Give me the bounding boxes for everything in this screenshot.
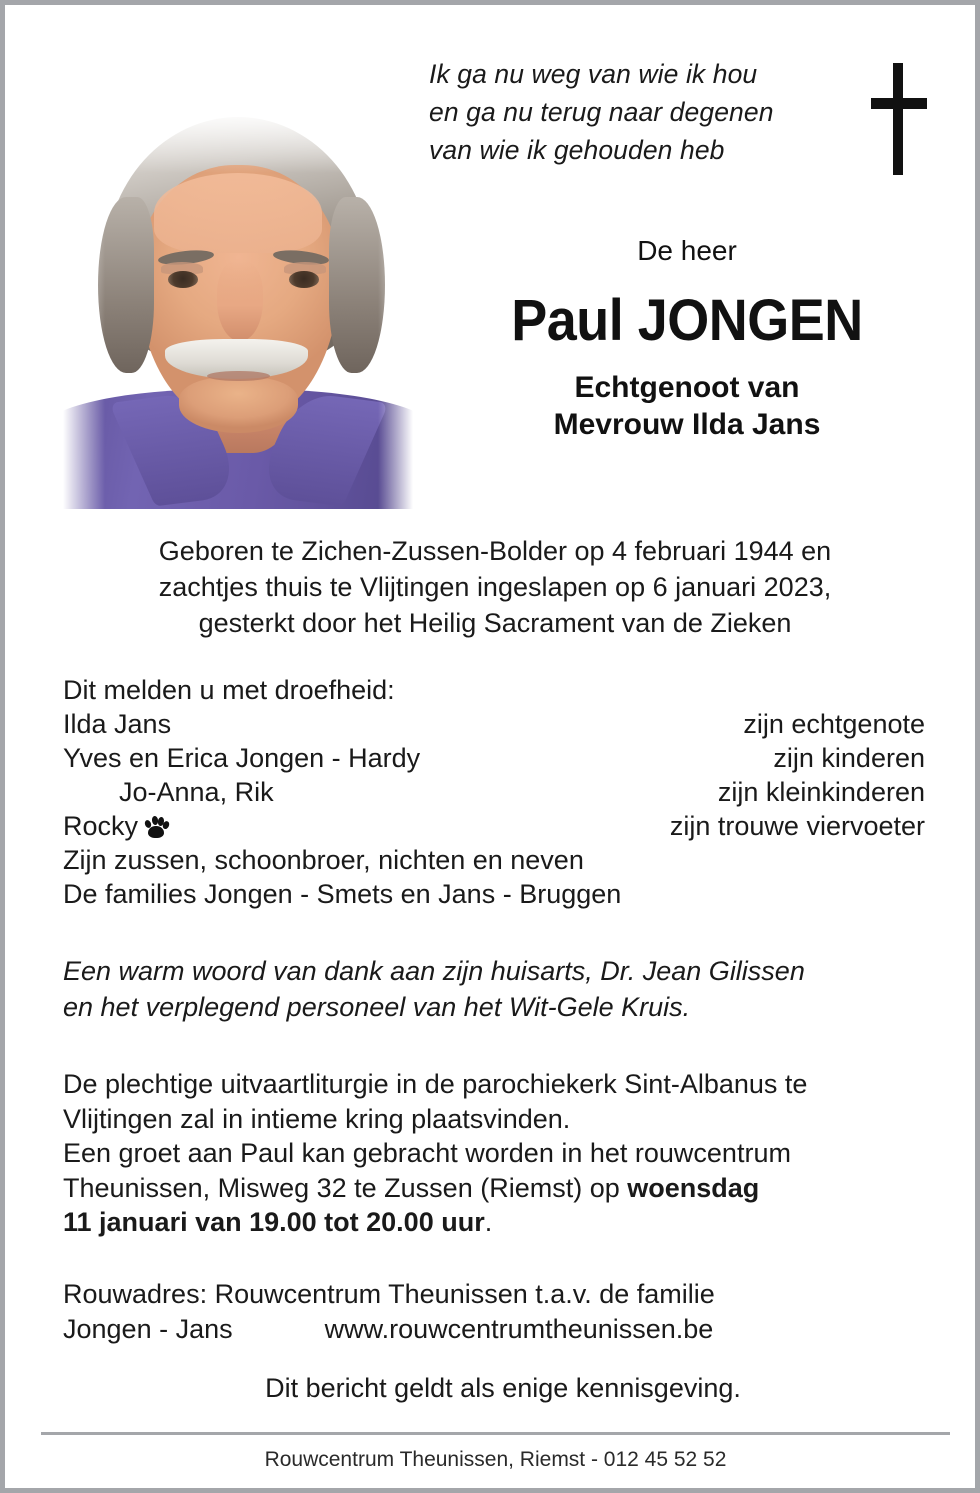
survivor-name: Jo-Anna, Rik <box>119 777 274 807</box>
mourning-address-line-1: Rouwadres: Rouwcentrum Theunissen t.a.v. de familie <box>63 1279 715 1309</box>
service-line-5 <box>63 1205 943 1240</box>
latin-cross-icon <box>871 63 927 175</box>
service-visit-day: woensdag <box>627 1172 760 1203</box>
thanks-line-2: en het verplegend personeel van het Wit-Gele Kruis. <box>63 992 691 1022</box>
survivor-row <box>63 707 925 741</box>
funeral-home-footer: Rouwcentrum Theunissen, Riemst - 012 45 52 52 <box>264 1448 727 1471</box>
portrait-fade-top <box>63 109 413 173</box>
service-line-1: De plechtige uitvaartliturgie in de parochiekerk Sint-Albanus te <box>63 1069 808 1099</box>
survivor-extra-row <box>63 843 925 877</box>
memorial-poem <box>429 55 849 169</box>
single-notice-text: Dit bericht geldt als enige kennisgeving. <box>265 1373 741 1403</box>
deceased-name: Paul JONGEN <box>511 288 863 353</box>
name-block <box>417 233 957 443</box>
survivor-name: Rocky <box>63 811 139 841</box>
survivors-list <box>63 673 925 911</box>
poem-line-2: en ga nu terug naar degenen <box>429 97 774 127</box>
survivor-extra-line: Zijn zussen, schoonbroer, nichten en neven <box>63 845 584 875</box>
spouse-line-1: Echtgenoot van <box>574 371 800 404</box>
birth-death-line-1: Geboren te Zichen-Zussen-Bolder op 4 februari 1944 en <box>158 536 832 566</box>
survivor-extra-line: De families Jongen - Smets en Jans - Bruggen <box>63 879 622 909</box>
survivor-row <box>63 741 925 775</box>
service-visit-time: 11 januari van 19.00 tot 20.00 uur <box>63 1207 485 1237</box>
poem-line-1: Ik ga nu weg van wie ik hou <box>429 59 758 89</box>
cross-vertical-bar <box>893 63 903 175</box>
service-visit-prefix: Theunissen, Misweg 32 te Zussen (Riemst) op <box>63 1172 628 1203</box>
survivor-name: Ilda Jans <box>63 709 172 739</box>
portrait-fade-left <box>63 109 105 509</box>
survivor-relation: zijn kinderen <box>773 743 925 773</box>
thanks-message <box>63 953 943 1025</box>
website-link[interactable]: www.rouwcentrumtheunissen.be <box>324 1313 714 1344</box>
service-visit-suffix: . <box>484 1207 493 1237</box>
spouse-line-2: Mevrouw Ilda Jans <box>553 408 821 441</box>
service-details <box>63 1067 943 1240</box>
poem-line-3: van wie ik gehouden heb <box>429 135 725 165</box>
survivor-name: Yves en Erica Jongen - Hardy <box>63 743 421 773</box>
survivor-row <box>63 809 925 843</box>
survivor-relation: zijn echtgenote <box>743 709 925 739</box>
cross-horizontal-bar <box>871 98 927 109</box>
portrait-hair-left <box>98 197 154 373</box>
portrait-nose <box>217 261 263 341</box>
service-line-4 <box>63 1171 943 1206</box>
mourning-address-line-2 <box>63 1312 943 1347</box>
survivors-intro: Dit melden u met droefheid: <box>63 675 395 705</box>
portrait-hair-right <box>329 197 385 373</box>
portrait-photo <box>63 109 413 509</box>
portrait-eye-left <box>168 271 198 288</box>
service-line-2: Vlijtingen zal in intieme kring plaatsvinden. <box>63 1103 571 1134</box>
survivor-relation: zijn kleinkinderen <box>717 777 925 807</box>
birth-death-line-3: gesterkt door het Heilig Sacrament van de Zieken <box>198 608 792 638</box>
portrait-photo-canvas <box>63 109 413 509</box>
portrait-eye-right <box>289 271 319 288</box>
survivor-relation: zijn trouwe viervoeter <box>669 811 925 841</box>
birth-death-details <box>65 533 925 641</box>
portrait-fade-right <box>378 109 413 509</box>
thanks-line-1: Een warm woord van dank aan zijn huisarts, Dr. Jean Gilissen <box>63 956 805 986</box>
survivors-intro-row <box>63 673 925 707</box>
footer-divider <box>41 1432 950 1435</box>
salutation: De heer <box>637 235 737 266</box>
birth-death-line-2: zachtjes thuis te Vlijtingen ingeslapen op 6 januari 2023, <box>158 572 832 602</box>
survivor-name-with-paw <box>63 809 168 843</box>
mourning-address-family: Jongen - Jans <box>63 1313 233 1344</box>
mourning-address <box>63 1277 943 1346</box>
portrait-forehead <box>154 173 322 253</box>
survivor-extra-row <box>63 877 925 911</box>
service-line-3: Een groet aan Paul kan gebracht worden in het rouwcentrum <box>63 1138 791 1168</box>
portrait-chin <box>179 377 298 433</box>
spouse-relation <box>417 369 957 443</box>
survivor-row <box>63 775 925 809</box>
paw-print-icon <box>144 816 168 838</box>
